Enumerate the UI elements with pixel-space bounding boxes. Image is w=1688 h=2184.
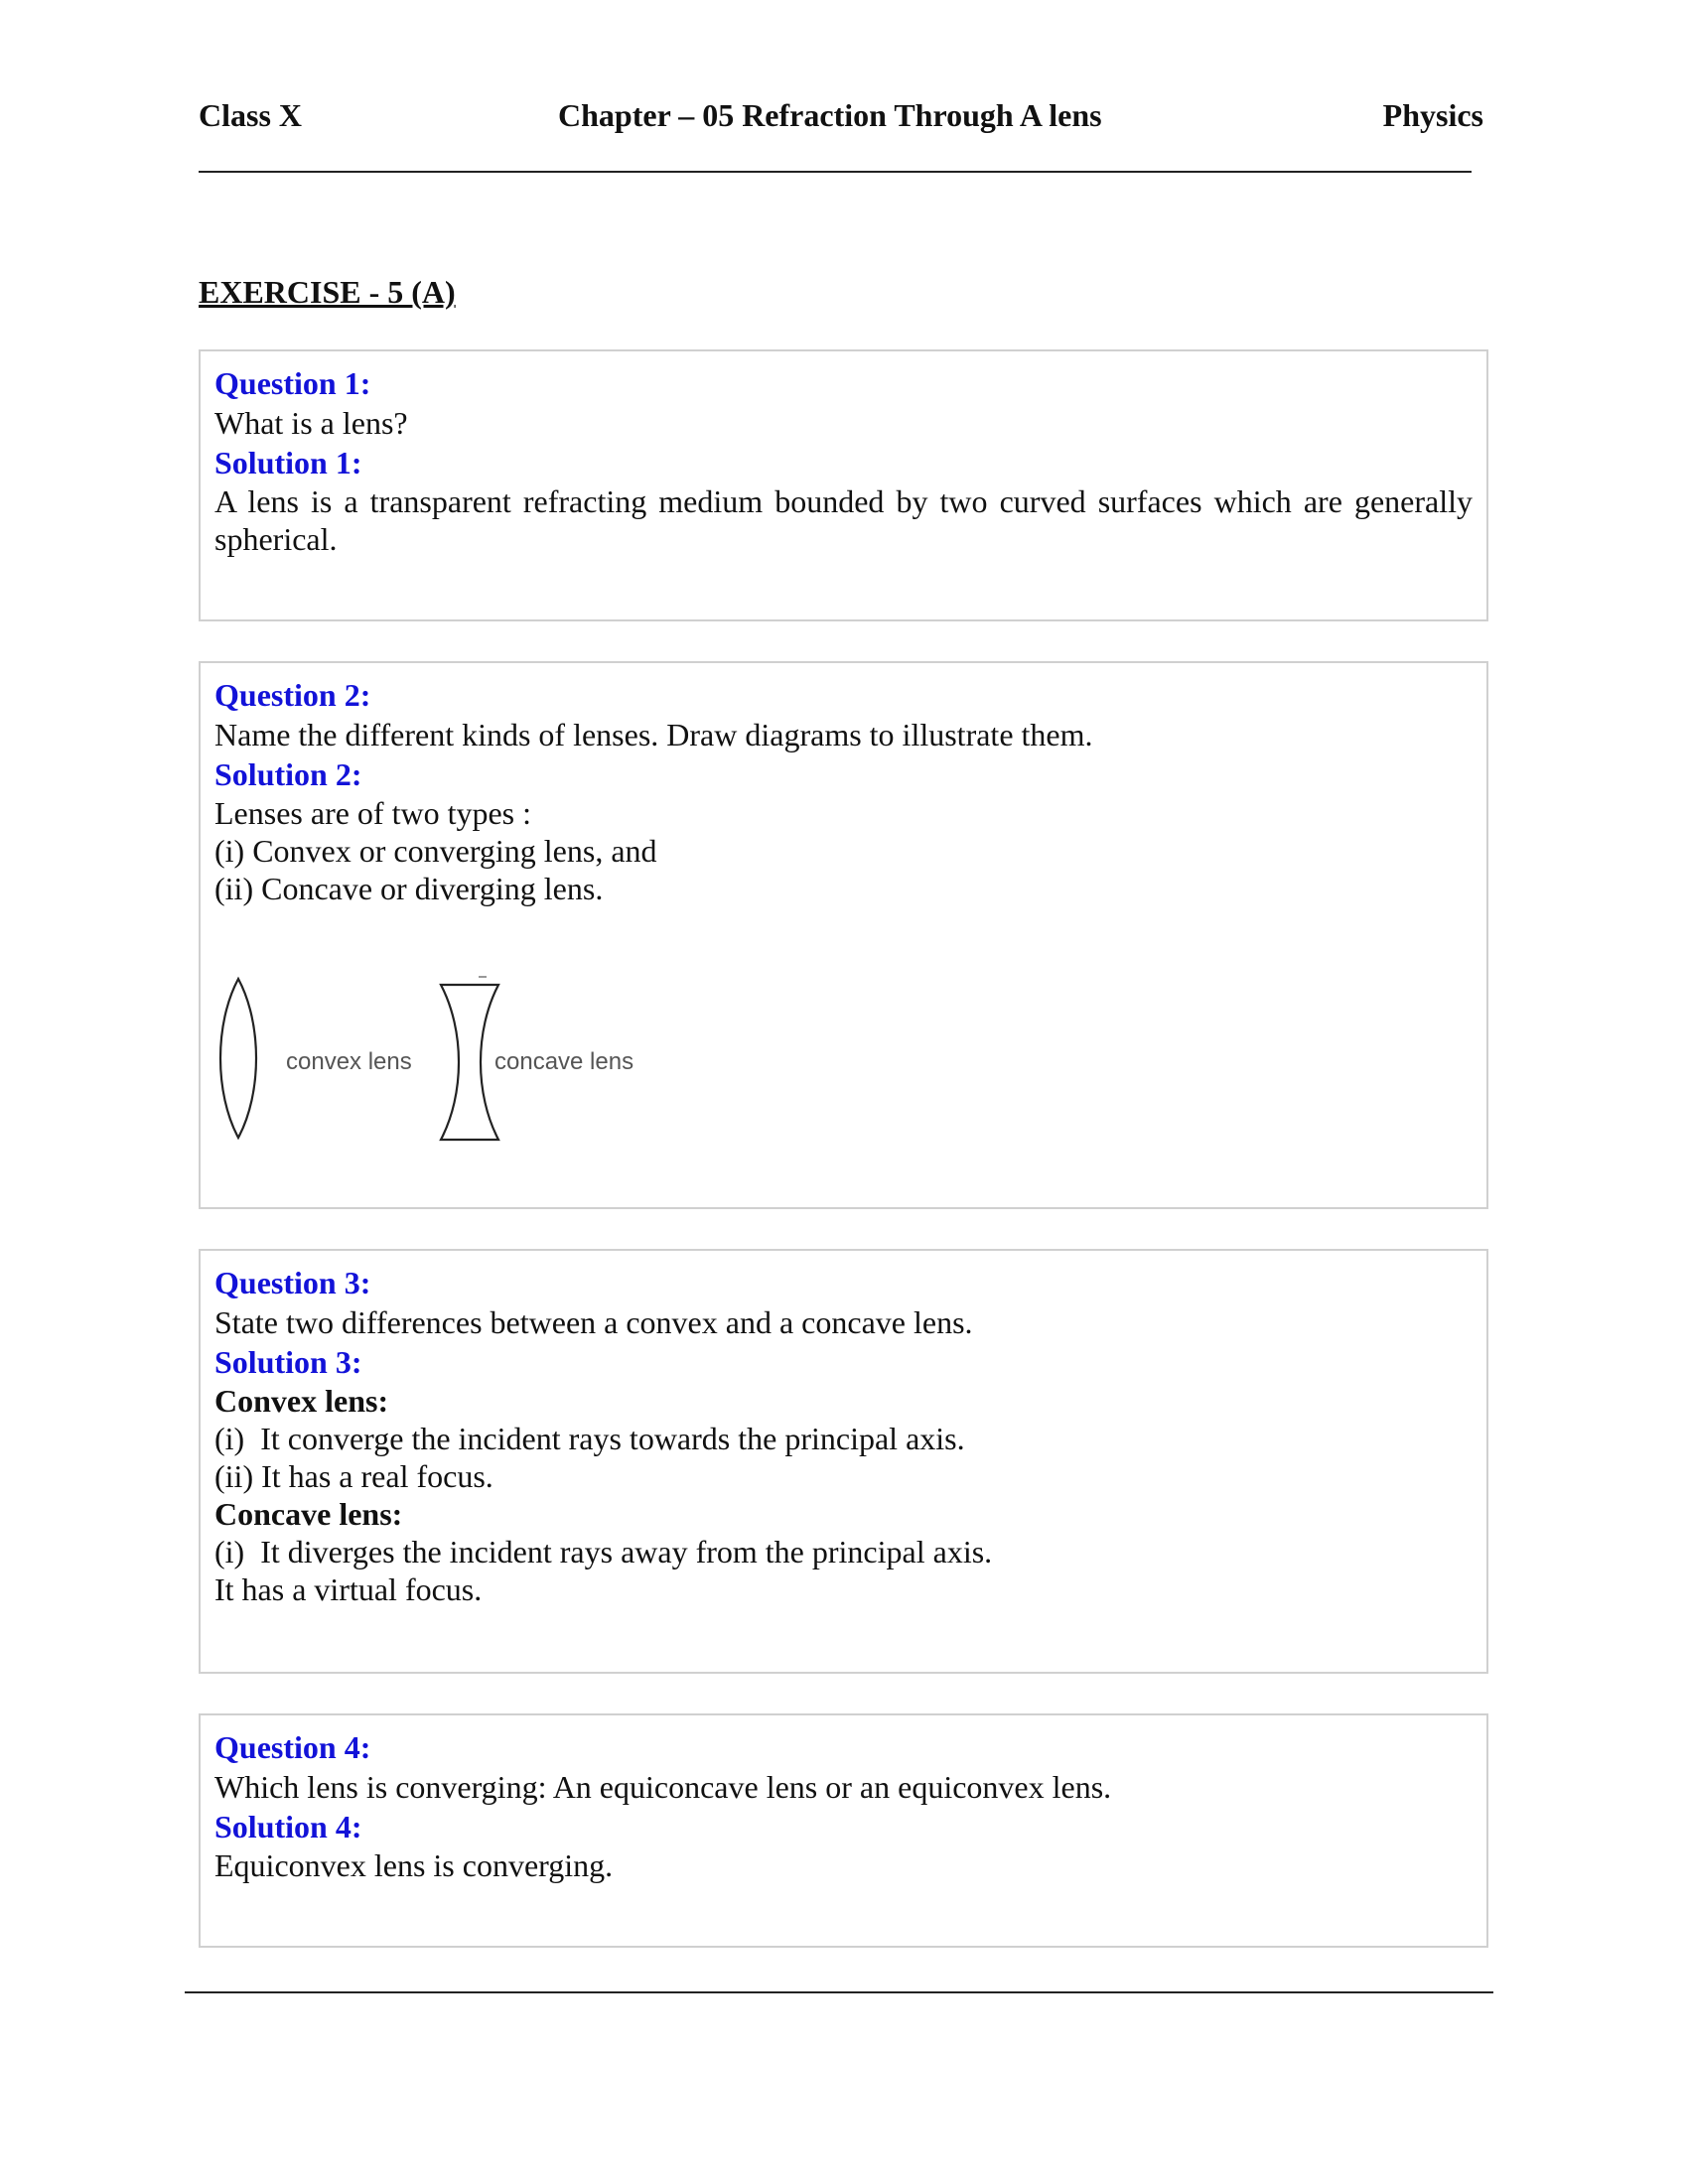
question-label: Question 1:: [214, 365, 371, 401]
convex-point: (i) It converge the incident rays towards the principal axis.: [214, 1421, 965, 1456]
solution-label: Solution 3:: [214, 1344, 362, 1380]
solution-text: Equiconvex lens is converging.: [214, 1847, 614, 1883]
solution-line: (i) Convex or converging lens, and: [214, 833, 657, 869]
solution-line: Lenses are of two types :: [214, 795, 532, 831]
question-card-3: [199, 1249, 1488, 1674]
solution-label: Solution 1:: [214, 445, 362, 480]
header-divider: [199, 171, 1472, 173]
question-label: Question 3:: [214, 1265, 371, 1300]
exercise-title: EXERCISE - 5 (A): [199, 274, 456, 310]
solution-line: (ii) Concave or diverging lens.: [214, 871, 604, 906]
question-text: State two differences between a convex and a concave lens.: [214, 1304, 973, 1340]
class-label: Class X: [199, 97, 303, 133]
concave-point: (i) It diverges the incident rays away from the principal axis.: [214, 1534, 993, 1570]
question-card-2: [199, 661, 1488, 1209]
footer-divider: [185, 1991, 1493, 1993]
page-header: [199, 97, 1483, 141]
chapter-title: Chapter – 05 Refraction Through A lens: [558, 97, 1102, 133]
subject-label: Physics: [1382, 97, 1483, 133]
question-label: Question 4:: [214, 1729, 371, 1765]
question-card-4: [199, 1713, 1488, 1948]
concave-lens-shape: [441, 985, 498, 1140]
solution-label: Solution 4:: [214, 1809, 362, 1844]
convex-heading: Convex lens:: [214, 1383, 389, 1419]
concave-heading: Concave lens:: [214, 1496, 403, 1532]
question-text: Which lens is converging: An equiconcave lens or an equiconvex lens.: [214, 1769, 1112, 1805]
solution-label: Solution 2:: [214, 756, 362, 792]
question-label: Question 2:: [214, 677, 371, 713]
question-text: Name the different kinds of lenses. Draw diagrams to illustrate them.: [214, 717, 1093, 752]
question-card-1: [199, 349, 1488, 621]
solution-text: A lens is a transparent refracting medium bounded by two curved surfaces which are generally spherical.: [214, 483, 1473, 557]
lens-diagram: [214, 949, 691, 1148]
convex-lens-shape: [220, 979, 256, 1138]
concave-lens-label: concave lens: [494, 1048, 634, 1075]
convex-lens-label: convex lens: [286, 1048, 412, 1075]
concave-point: It has a virtual focus.: [214, 1571, 483, 1607]
convex-point: (ii) It has a real focus.: [214, 1458, 493, 1494]
question-text: What is a lens?: [214, 405, 408, 441]
